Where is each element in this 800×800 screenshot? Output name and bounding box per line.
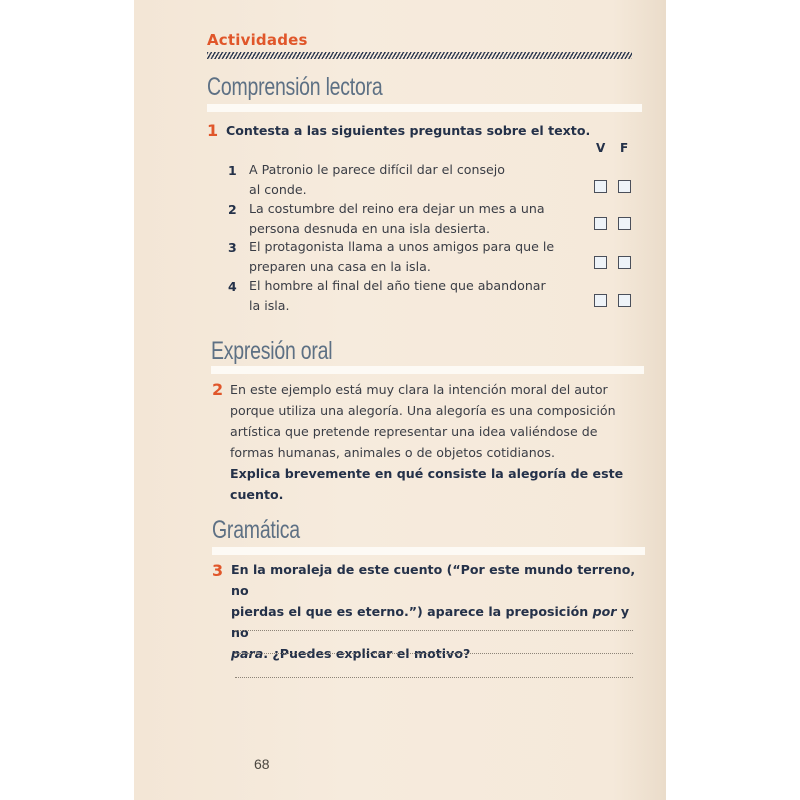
instruction-line: Explica brevemente en qué consiste la alegoría de este (230, 466, 624, 481)
question-paragraph (230, 379, 645, 505)
checkbox-true[interactable] (594, 180, 607, 193)
paragraph-line: porque utiliza una alegoría. Una alegoría es una composición (230, 403, 616, 418)
question-prompt (231, 559, 646, 664)
checkbox-false[interactable] (618, 256, 631, 269)
section-title-expresion: Expresión oral (211, 337, 333, 365)
item-line: El hombre al final del año tiene que abandonar (249, 278, 546, 293)
item-text (249, 160, 589, 199)
prompt-line: En la moraleja de este cuento (“Por este mundo terreno, no (231, 562, 636, 598)
checkbox-false[interactable] (618, 294, 631, 307)
section-underline-bar (212, 547, 645, 555)
item-line: La costumbre del reino era dejar un mes a una (249, 201, 545, 216)
checkbox-false[interactable] (618, 217, 631, 230)
section-underline-bar (211, 366, 644, 374)
answer-line-1[interactable] (235, 630, 633, 631)
item-number: 4 (228, 279, 237, 294)
answer-line-2[interactable] (235, 653, 633, 654)
activities-header: Actividades (207, 31, 308, 49)
prompt-line (231, 601, 646, 643)
prompt-text: y no (231, 604, 630, 640)
paragraph-line: En este ejemplo está muy clara la intención moral del autor (230, 382, 608, 397)
item-text (249, 199, 589, 238)
section-title-gramatica: Gramática (212, 516, 300, 544)
checkbox-true[interactable] (594, 294, 607, 307)
item-line: persona desnuda en una isla desierta. (249, 220, 490, 236)
item-line: preparen una casa en la isla. (249, 258, 431, 274)
column-header-v: V (596, 141, 606, 155)
item-line: al conde. (249, 181, 307, 197)
question-number: 2 (212, 380, 224, 399)
item-line: la isla. (249, 297, 290, 313)
question-number: 3 (212, 561, 224, 580)
page-number: 68 (254, 756, 270, 772)
item-text (249, 276, 589, 315)
italic-word-por: por (592, 604, 617, 619)
item-number: 2 (228, 202, 237, 217)
prompt-text: . ¿Puedes explicar el motivo? (263, 646, 471, 661)
question-number: 1 (207, 121, 219, 140)
answer-line-3[interactable] (235, 677, 633, 678)
paragraph-line: artística que pretende representar una idea valiéndose de (230, 424, 598, 439)
hatched-divider (207, 52, 632, 59)
italic-word-para: para (231, 646, 264, 661)
question-prompt: Contesta a las siguientes preguntas sobre el texto. (226, 123, 591, 138)
item-line: El protagonista llama a unos amigos para que le (249, 239, 555, 254)
paragraph-line: formas humanas, animales o de objetos cotidianos. (230, 445, 555, 460)
checkbox-true[interactable] (594, 217, 607, 230)
instruction-line: cuento. (230, 487, 284, 502)
item-number: 3 (228, 240, 237, 255)
section-underline-bar (207, 104, 642, 112)
checkbox-false[interactable] (618, 180, 631, 193)
item-line: A Patronio le parece difícil dar el consejo (249, 162, 506, 177)
item-number: 1 (228, 163, 237, 178)
section-title-comprension: Comprensión lectora (207, 73, 383, 101)
item-text (249, 237, 589, 276)
column-header-f: F (620, 141, 629, 155)
checkbox-true[interactable] (594, 256, 607, 269)
prompt-text: pierdas el que es eterno.”) aparece la preposición (231, 604, 593, 619)
